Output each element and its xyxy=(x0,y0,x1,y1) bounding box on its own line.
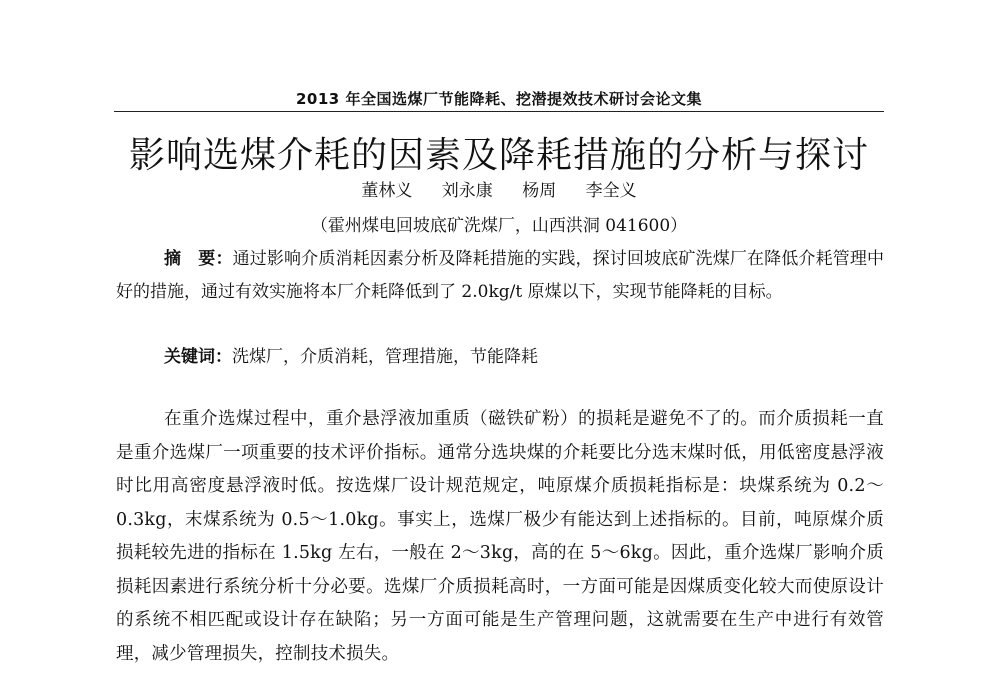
author-name: 刘永康 xyxy=(441,181,493,201)
body-paragraph: 在重介选煤过程中，重介悬浮液加重质（磁铁矿粉）的损耗是避免不了的。而介质损耗一直是重介选煤厂一项重要的技术评价指标。通常分选块煤的介耗要比分选末煤时低，用低密度悬浮液时比用高密度悬浮液时低。按选煤厂设计规范规定，吨原煤介质损耗指标是：块煤系统为 0.2～0.3kg，末煤系统为 0.5～1.0kg。事实上，选煤厂极少有能达到上述指标的。目前，吨原煤介质损耗较先进的指标在 1.5kg 左右，一般在 2～3kg，高的在 5～6kg。因此，重介选煤厂影响介质损耗因素进行系统分析十分必要。选煤厂介质损耗高时，一方面可能是因煤质变化较大而使原设计的系统不相匹配或设计存在缺陷；另一方面可能是生产管理问题，这就需要在生产中进行有效管理，减少管理损失，控制技术损失。 xyxy=(116,409,884,664)
keywords xyxy=(164,342,884,367)
abstract-text: 通过影响介质消耗因素分析及降耗措施的实践，探讨回坡底矿洗煤厂在降低介耗管理中好的措施，通过有效实施将本厂介耗降低到了 2.0kg/t 原煤以下，实现节能降耗的目标。 xyxy=(116,249,885,302)
keywords-text: 洗煤厂，介质消耗，管理措施，节能降耗 xyxy=(232,347,538,367)
abstract-label: 摘 要： xyxy=(164,249,233,269)
running-header: 2013 年全国选煤厂节能降耗、挖潜提效技术研讨会论文集 xyxy=(296,90,702,108)
paper-title: 影响选煤介耗的因素及降耗措施的分析与探讨 xyxy=(128,135,869,176)
author-name: 李全义 xyxy=(585,181,637,201)
abstract xyxy=(116,243,884,309)
affiliation: （霍州煤电回坡底矿洗煤厂，山西洪洞 041600） xyxy=(310,216,688,236)
author-name: 杨周 xyxy=(522,181,557,201)
keywords-label: 关键词： xyxy=(164,347,232,367)
author-name: 董林义 xyxy=(361,181,413,201)
header-rule xyxy=(114,111,884,112)
author-list xyxy=(114,176,884,201)
